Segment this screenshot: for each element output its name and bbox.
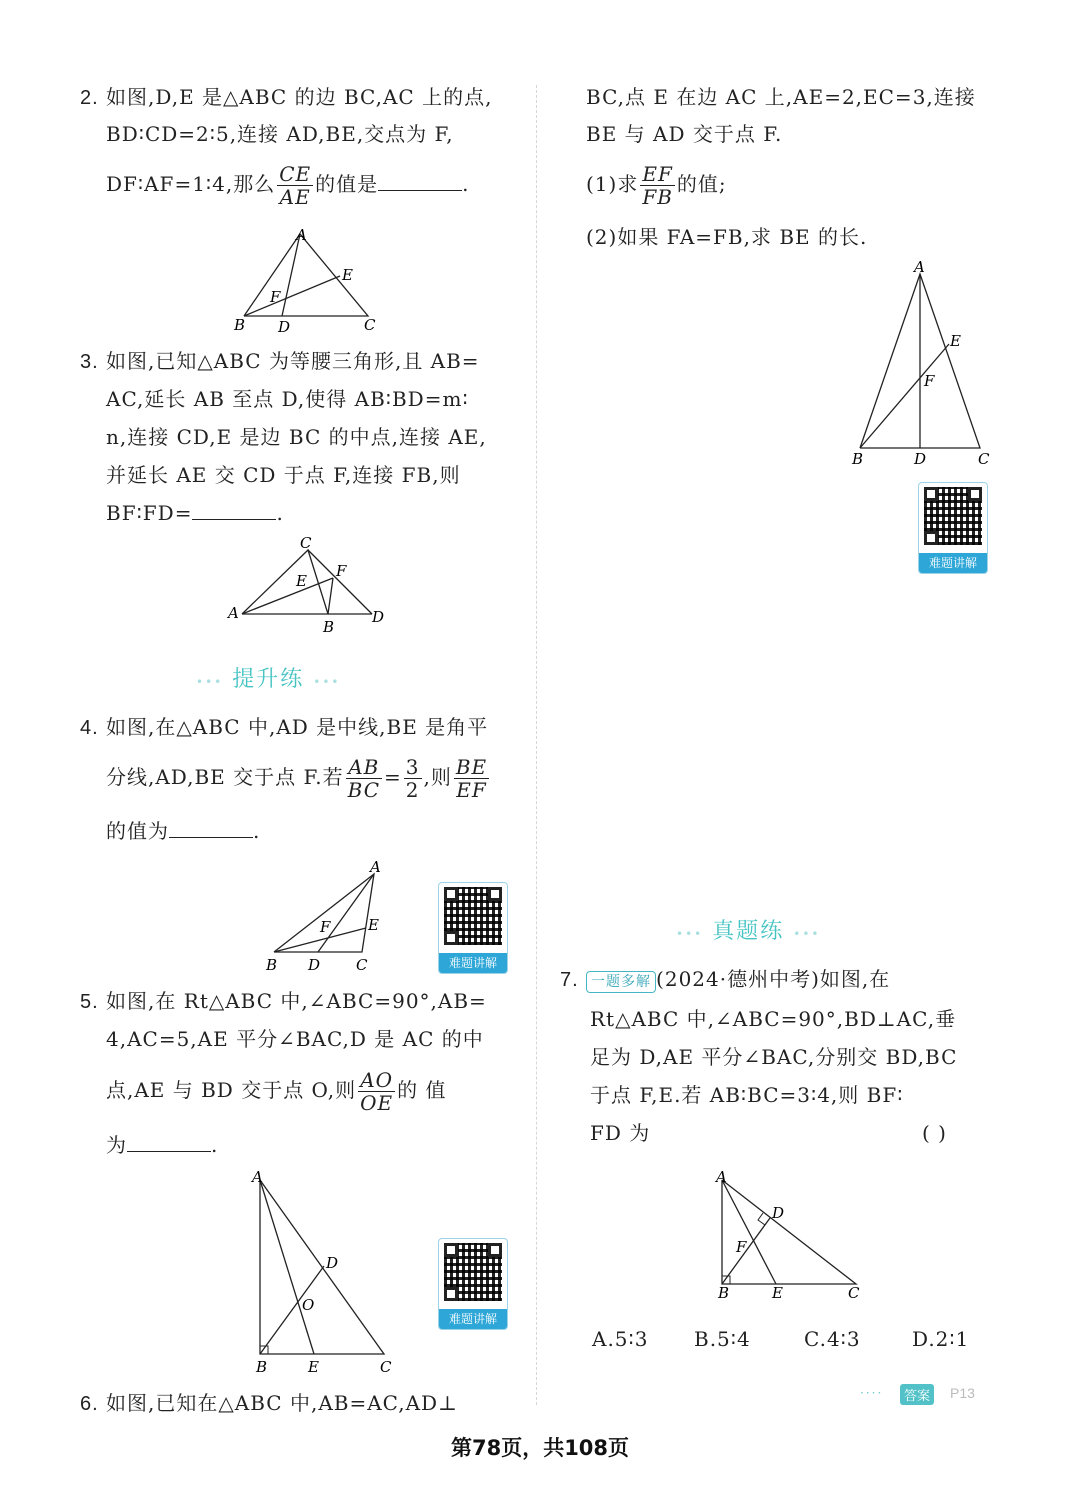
- q6-line-3: BE 与 AD 交于点 F.: [586, 122, 783, 146]
- svg-text:A: A: [716, 1168, 727, 1186]
- section-title-improve: ••• 提升练 •••: [196, 667, 341, 692]
- q3-line-2: AC,延长 AB 至点 D,使得 AB∶BD=m∶: [106, 387, 469, 411]
- q4-line-3: 的值为 .: [106, 819, 261, 843]
- qr-code-q6[interactable]: [918, 482, 988, 574]
- q5-figure: [244, 1164, 414, 1380]
- svg-text:C: C: [380, 1358, 392, 1376]
- svg-text:E: E: [772, 1284, 783, 1302]
- svg-text:A: A: [914, 258, 925, 276]
- q2-fraction: $\frac{CE}{AE}$: [279, 162, 312, 209]
- q6-part-2: (2)如果 FA=FB,求 BE 的长.: [586, 225, 868, 249]
- q7-answer-paren[interactable]: ( ): [922, 1121, 947, 1145]
- q5-line-3: 点,AE 与 BD 交于点 O,则 $\frac{AO}{OE}$ 的 值: [106, 1068, 447, 1115]
- q7-option-a[interactable]: A.5∶3: [592, 1327, 649, 1351]
- answer-blank[interactable]: [169, 823, 253, 838]
- q7-option-b[interactable]: B.5∶4: [694, 1327, 751, 1351]
- q3-line-4: 并延长 AE 交 CD 于点 F,连接 FB,则: [106, 463, 461, 487]
- q2-line-2: BD∶CD=2∶5,连接 AD,BE,交点为 F,: [106, 122, 454, 146]
- svg-text:E: E: [950, 332, 961, 350]
- svg-text:C: C: [300, 536, 312, 552]
- q3-figure: [222, 536, 392, 642]
- svg-text:F: F: [320, 918, 331, 936]
- svg-text:F: F: [924, 372, 935, 390]
- q7-line-1: 7. 一题多解 (2024·德州中考)如图,在: [560, 967, 891, 991]
- svg-text:B: B: [852, 450, 864, 468]
- q4-line-2: 分线,AD,BE 交于点 F.若 $\frac{AB}{BC}$ = $\frac{3}{2}$ ,则 $\frac{BE}{EF}$: [106, 755, 488, 802]
- svg-text:A: A: [228, 604, 239, 622]
- answer-dots: ····: [860, 1386, 884, 1400]
- q2-line-1: 2. 如图,D,E 是△ABC 的边 BC,AC 上的点,: [80, 85, 493, 109]
- svg-text:C: C: [364, 316, 376, 334]
- svg-text:D: D: [326, 1254, 339, 1272]
- svg-text:F: F: [736, 1238, 747, 1256]
- svg-text:D: D: [308, 956, 321, 974]
- q3-line-1: 3. 如图,已知△ABC 为等腰三角形,且 AB=: [80, 349, 480, 373]
- svg-text:E: E: [296, 572, 307, 590]
- q3-line-3: n,连接 CD,E 是边 BC 的中点,连接 AE,: [106, 425, 487, 449]
- svg-text:A: A: [252, 1168, 263, 1186]
- svg-text:D: D: [372, 608, 385, 626]
- answer-blank[interactable]: [192, 505, 276, 520]
- svg-text:C: C: [848, 1284, 860, 1302]
- q3-line-5: BF∶FD= .: [106, 501, 284, 525]
- svg-text:E: E: [342, 266, 353, 284]
- svg-text:E: E: [308, 1358, 319, 1376]
- svg-text:D: D: [772, 1204, 785, 1222]
- answer-page-ref: P13: [950, 1385, 975, 1401]
- q7-tag: 一题多解: [586, 971, 656, 993]
- q7-figure: [708, 1166, 868, 1302]
- q4-line-1: 4. 如图,在△ABC 中,AD 是中线,BE 是角平: [80, 715, 489, 739]
- q6-part-1: (1)求 $\frac{EF}{FB}$ 的值;: [586, 162, 727, 209]
- svg-text:B: B: [266, 956, 278, 974]
- answer-tag[interactable]: 答案: [900, 1384, 934, 1405]
- q6-line-2: BC,点 E 在边 AC 上,AE=2,EC=3,连接: [586, 85, 976, 109]
- svg-text:C: C: [978, 450, 990, 468]
- qr-code-q5[interactable]: [438, 1238, 508, 1330]
- q7-line-5: FD 为: [590, 1121, 651, 1145]
- svg-text:E: E: [368, 916, 379, 934]
- q6-figure: [846, 256, 996, 472]
- svg-text:B: B: [718, 1284, 730, 1302]
- page-footer: 第78页，共108页: [450, 1436, 630, 1460]
- svg-text:F: F: [270, 288, 281, 306]
- svg-text:A: A: [296, 226, 307, 244]
- q5-line-1: 5. 如图,在 Rt△ABC 中,∠ABC=90°,AB=: [80, 989, 487, 1013]
- svg-text:F: F: [336, 562, 347, 580]
- qr-label: 难题讲解: [439, 953, 507, 973]
- q4-figure: [258, 854, 398, 976]
- svg-text:O: O: [302, 1296, 315, 1314]
- svg-text:B: B: [256, 1358, 268, 1376]
- q2-line-3: DF∶AF=1∶4,那么 $\frac{CE}{AE}$ 的值是 .: [106, 162, 470, 209]
- svg-text:A: A: [370, 858, 381, 876]
- answer-blank[interactable]: [127, 1137, 211, 1152]
- q6-line-1: 6. 如图,已知在△ABC 中,AB=AC,AD⊥: [80, 1391, 458, 1415]
- svg-text:D: D: [914, 450, 927, 468]
- q5-line-2: 4,AC=5,AE 平分∠BAC,D 是 AC 的中: [106, 1027, 484, 1051]
- qr-label: 难题讲解: [439, 1309, 507, 1329]
- q7-option-c[interactable]: C.4∶3: [804, 1327, 861, 1351]
- q7-option-d[interactable]: D.2∶1: [912, 1327, 970, 1351]
- qr-label: 难题讲解: [919, 553, 987, 573]
- q2-figure: [228, 226, 388, 336]
- qr-code-q4[interactable]: [438, 882, 508, 974]
- svg-text:C: C: [356, 956, 368, 974]
- q7-line-3: 足为 D,AE 平分∠BAC,分别交 BD,BC: [590, 1045, 958, 1069]
- q7-line-2: Rt△ABC 中,∠ABC=90°,BD⊥AC,垂: [590, 1007, 957, 1031]
- section-title-real-exam: ••• 真题练 •••: [676, 919, 821, 944]
- svg-text:B: B: [234, 316, 246, 334]
- svg-text:D: D: [278, 318, 291, 336]
- q7-line-4: 于点 F,E.若 AB∶BC=3∶4,则 BF∶: [590, 1083, 904, 1107]
- q5-line-4: 为 .: [106, 1133, 219, 1157]
- svg-text:B: B: [323, 618, 335, 636]
- answer-blank[interactable]: [378, 176, 462, 191]
- column-divider: [536, 85, 537, 1405]
